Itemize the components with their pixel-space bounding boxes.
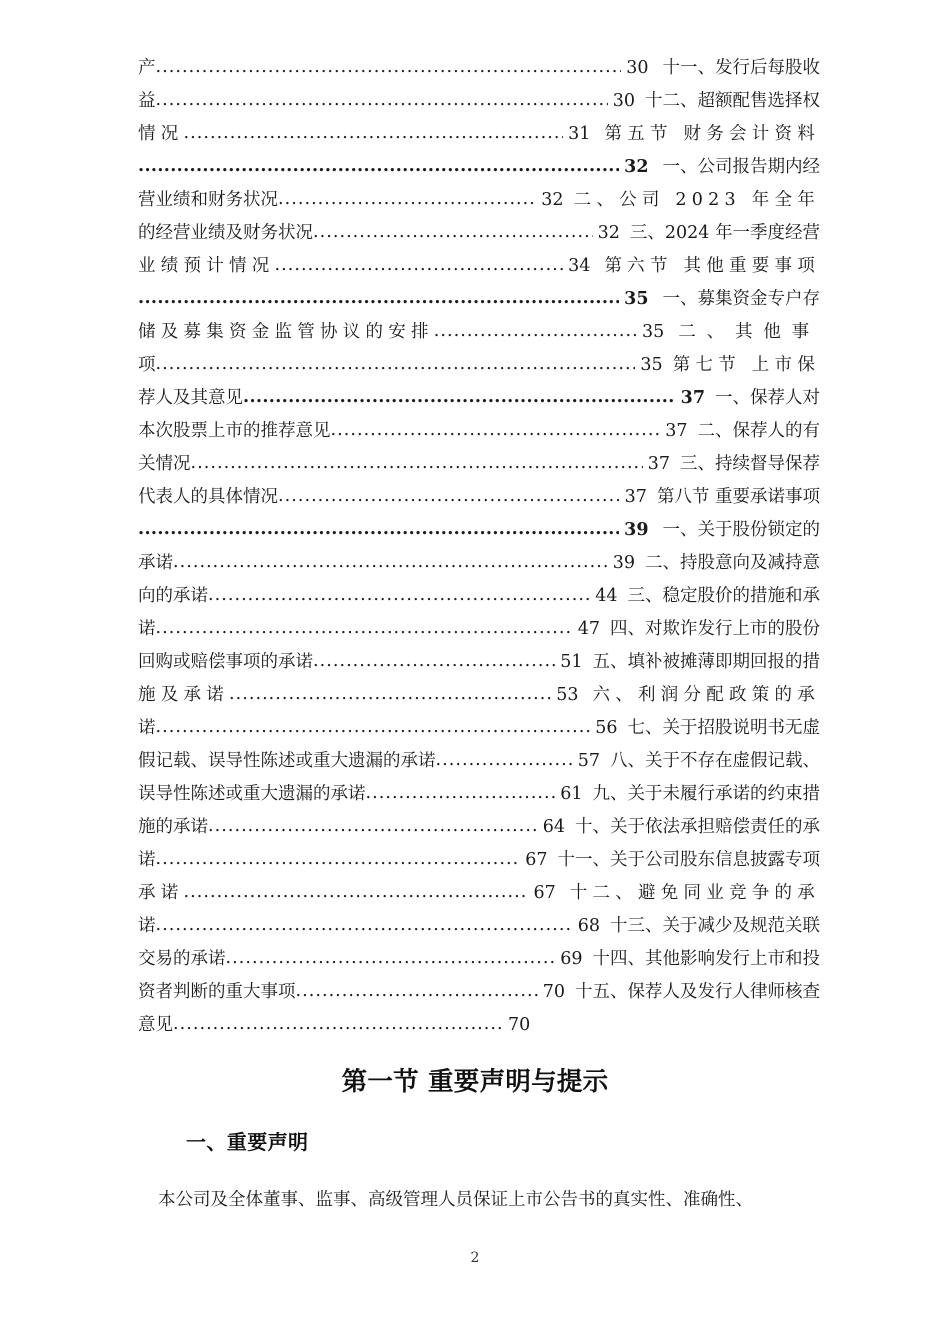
toc-page-number: 70 — [508, 1015, 531, 1035]
toc-entry[interactable] — [138, 382, 820, 415]
toc-entry-continuation: 一、保荐人对 — [715, 388, 820, 408]
toc-entry[interactable] — [138, 580, 820, 613]
toc-entry-title: 关情况 — [138, 454, 191, 474]
toc-page-number: 39 — [624, 520, 649, 540]
toc-entry[interactable] — [138, 52, 820, 85]
toc-entry[interactable] — [138, 481, 820, 514]
toc-entry-title: 的经营业绩及财务状况 — [138, 223, 313, 243]
toc-entry-title: 产 — [138, 58, 156, 78]
toc-entry-continuation: 十二、超额配售选择权 — [645, 91, 820, 111]
toc-page-number: 37 — [624, 487, 647, 507]
toc-page-number: 53 — [556, 685, 579, 705]
toc-entry-title: 向的承诺 — [138, 586, 208, 606]
toc-entry-continuation: 二、其他事 — [678, 322, 820, 342]
toc-entry-title: 项 — [138, 355, 156, 375]
toc-entry-continuation: 二、公司 2023 年全年 — [573, 190, 820, 210]
toc-page-number: 37 — [680, 388, 705, 408]
toc-page-number: 61 — [560, 784, 583, 804]
toc-dot-leader — [173, 1009, 503, 1041]
toc-dot-leader — [156, 910, 573, 942]
toc-entry-continuation: 六、利润分配政策的承 — [592, 685, 820, 705]
toc-dot-leader — [275, 250, 564, 282]
toc-dot-leader — [173, 547, 608, 579]
toc-page-number: 35 — [624, 289, 649, 309]
toc-entry[interactable] — [138, 943, 820, 976]
toc-entry-continuation: 十四、其他影响发行上市和投 — [592, 949, 820, 969]
toc-entry[interactable] — [138, 217, 820, 250]
toc-entry[interactable] — [138, 745, 820, 778]
body-paragraph: 本公司及全体董事、监事、高级管理人员保证上市公告书的真实性、准确性、 — [158, 1190, 753, 1210]
toc-dot-leader — [184, 877, 529, 909]
toc-entry[interactable] — [138, 547, 820, 580]
toc-page-number: 64 — [542, 817, 565, 837]
toc-entry-title: 承诺 — [138, 883, 184, 903]
toc-entry[interactable] — [138, 118, 820, 151]
toc-page-number: 34 — [568, 256, 591, 276]
toc-entry-continuation: 第五节 财务会计资料 — [604, 124, 820, 144]
toc-dot-leader — [208, 811, 538, 843]
toc-dot-leader — [138, 283, 619, 315]
toc-entry-title: 施的承诺 — [138, 817, 208, 837]
toc-entry-continuation: 一、公司报告期内经 — [662, 157, 820, 177]
toc-entry-title: 情况 — [138, 124, 184, 144]
toc-entry-title: 意见 — [138, 1015, 173, 1035]
toc-dot-leader — [313, 217, 593, 249]
toc-dot-leader — [156, 712, 591, 744]
toc-page-number: 67 — [525, 850, 548, 870]
toc-entry-title: 假记载、误导性陈述或重大遗漏的承诺 — [138, 751, 436, 771]
toc-entry-title: 交易的承诺 — [138, 949, 226, 969]
toc-entry[interactable] — [138, 85, 820, 118]
toc-page-number: 37 — [647, 454, 670, 474]
toc-entry-continuation: 十三、关于减少及规范关联 — [610, 916, 820, 936]
toc-page-number: 51 — [560, 652, 583, 672]
toc-page-number: 30 — [612, 91, 635, 111]
toc-dot-leader — [156, 613, 573, 645]
toc-entry-continuation: 第六节 其他重要事项 — [604, 256, 820, 276]
toc-page-number: 35 — [640, 355, 663, 375]
toc-page-number: 32 — [597, 223, 620, 243]
toc-dot-leader — [278, 481, 620, 513]
section-heading: 第一节 重要声明与提示 — [341, 1067, 609, 1097]
toc-entry-continuation: 八、关于不存在虚假记载、 — [610, 751, 820, 771]
toc-entry[interactable] — [138, 1009, 820, 1042]
toc-dot-leader — [191, 448, 643, 480]
toc-entry-title: 诺 — [138, 718, 156, 738]
toc-entry-continuation: 九、关于未履行承诺的约束措 — [592, 784, 820, 804]
toc-page-number: 56 — [595, 718, 618, 738]
toc-entry-continuation: 二、持股意向及减持意 — [645, 553, 820, 573]
toc-page-number: 37 — [665, 421, 688, 441]
toc-entry-continuation: 十、关于依法承担赔偿责任的承 — [575, 817, 820, 837]
toc-entry-continuation: 三、持续督导保荐 — [680, 454, 820, 474]
toc-dot-leader — [138, 151, 619, 183]
toc-dot-leader — [313, 646, 555, 678]
toc-entry-continuation: 三、2024 年一季度经营 — [629, 223, 820, 243]
toc-dot-leader — [184, 118, 564, 150]
toc-dot-leader — [229, 679, 551, 711]
toc-entry[interactable] — [138, 514, 820, 547]
toc-entry[interactable] — [138, 844, 820, 877]
toc-dot-leader — [138, 514, 619, 546]
toc-page-number: 31 — [568, 124, 591, 144]
toc-entry-continuation: 十二、避免同业竞争的承 — [569, 883, 820, 903]
toc-entry-title: 业绩预计情况 — [138, 256, 275, 276]
toc-entry-title: 诺 — [138, 916, 156, 936]
table-of-contents — [138, 52, 820, 1042]
toc-entry[interactable] — [138, 415, 820, 448]
toc-page-number: 32 — [624, 157, 649, 177]
toc-entry-title: 代表人的具体情况 — [138, 487, 278, 507]
toc-page-number: 70 — [542, 982, 565, 1002]
toc-entry-title: 承诺 — [138, 553, 173, 573]
toc-entry-title: 施及承诺 — [138, 685, 229, 705]
toc-dot-leader — [296, 976, 538, 1008]
toc-entry-continuation: 一、关于股份锁定的 — [662, 520, 820, 540]
toc-entry-continuation: 七、关于招股说明书无虚 — [627, 718, 820, 738]
toc-page-number: 32 — [541, 190, 564, 210]
toc-dot-leader — [278, 184, 536, 216]
toc-entry-title: 资者判断的重大事项 — [138, 982, 296, 1002]
page-number: 2 — [470, 1250, 480, 1266]
toc-entry-title: 荐人及其意见 — [138, 388, 243, 408]
toc-entry-title: 诺 — [138, 850, 156, 870]
toc-entry[interactable] — [138, 976, 820, 1009]
toc-dot-leader — [366, 778, 556, 810]
toc-page-number: 44 — [595, 586, 618, 606]
toc-page-number: 68 — [577, 916, 600, 936]
toc-dot-leader — [156, 349, 636, 381]
toc-entry-continuation: 五、填补被摊薄即期回报的措 — [592, 652, 820, 672]
toc-page-number: 30 — [626, 58, 649, 78]
toc-entry-continuation: 十一、发行后每股收 — [662, 58, 820, 78]
toc-entry[interactable] — [138, 316, 820, 349]
toc-entry-continuation: 第八节 重要承诺事项 — [656, 487, 820, 507]
toc-entry[interactable] — [138, 349, 820, 382]
toc-dot-leader — [436, 745, 573, 777]
toc-entry-continuation: 第七节 上市保 — [672, 355, 820, 375]
toc-entry-title: 诺 — [138, 619, 156, 639]
toc-dot-leader — [156, 85, 608, 117]
toc-entry[interactable] — [138, 151, 820, 184]
toc-dot-leader — [156, 844, 521, 876]
toc-entry-continuation: 三、稳定股价的措施和承 — [627, 586, 820, 606]
toc-entry[interactable] — [138, 448, 820, 481]
toc-entry[interactable] — [138, 184, 820, 217]
toc-entry[interactable] — [138, 646, 820, 679]
toc-dot-leader — [434, 316, 637, 348]
toc-dot-leader — [226, 943, 556, 975]
toc-dot-leader — [156, 52, 622, 84]
toc-entry-continuation: 十一、关于公司股东信息披露专项 — [557, 850, 820, 870]
toc-entry[interactable] — [138, 613, 820, 646]
toc-entry-title: 回购或赔偿事项的承诺 — [138, 652, 313, 672]
toc-entry-title: 误导性陈述或重大遗漏的承诺 — [138, 784, 366, 804]
toc-entry[interactable] — [138, 811, 820, 844]
toc-entry-continuation: 二、保荐人的有 — [697, 421, 820, 441]
toc-entry-title: 益 — [138, 91, 156, 111]
toc-entry-title: 储及募集资金监管协议的安排 — [138, 322, 434, 342]
toc-entry-title: 营业绩和财务状况 — [138, 190, 278, 210]
toc-dot-leader — [208, 580, 590, 612]
toc-page-number: 67 — [533, 883, 556, 903]
toc-entry[interactable] — [138, 283, 820, 316]
toc-entry-continuation: 一、募集资金专户存 — [662, 289, 820, 309]
toc-page-number: 57 — [577, 751, 600, 771]
toc-entry[interactable] — [138, 877, 820, 910]
toc-entry[interactable] — [138, 679, 820, 712]
toc-dot-leader — [243, 382, 676, 414]
toc-entry-continuation: 四、对欺诈发行上市的股份 — [610, 619, 820, 639]
toc-entry[interactable] — [138, 712, 820, 745]
toc-page-number: 47 — [577, 619, 600, 639]
toc-page-number: 35 — [641, 322, 665, 342]
toc-page-number: 69 — [560, 949, 583, 969]
toc-entry-continuation: 十五、保荐人及发行人律师核查 — [575, 982, 820, 1002]
toc-entry[interactable] — [138, 250, 820, 283]
toc-entry[interactable] — [138, 778, 820, 811]
toc-dot-leader — [331, 415, 661, 447]
subsection-heading: 一、重要声明 — [186, 1130, 309, 1154]
toc-entry[interactable] — [138, 910, 820, 943]
toc-page-number: 39 — [612, 553, 635, 573]
toc-entry-title: 本次股票上市的推荐意见 — [138, 421, 331, 441]
